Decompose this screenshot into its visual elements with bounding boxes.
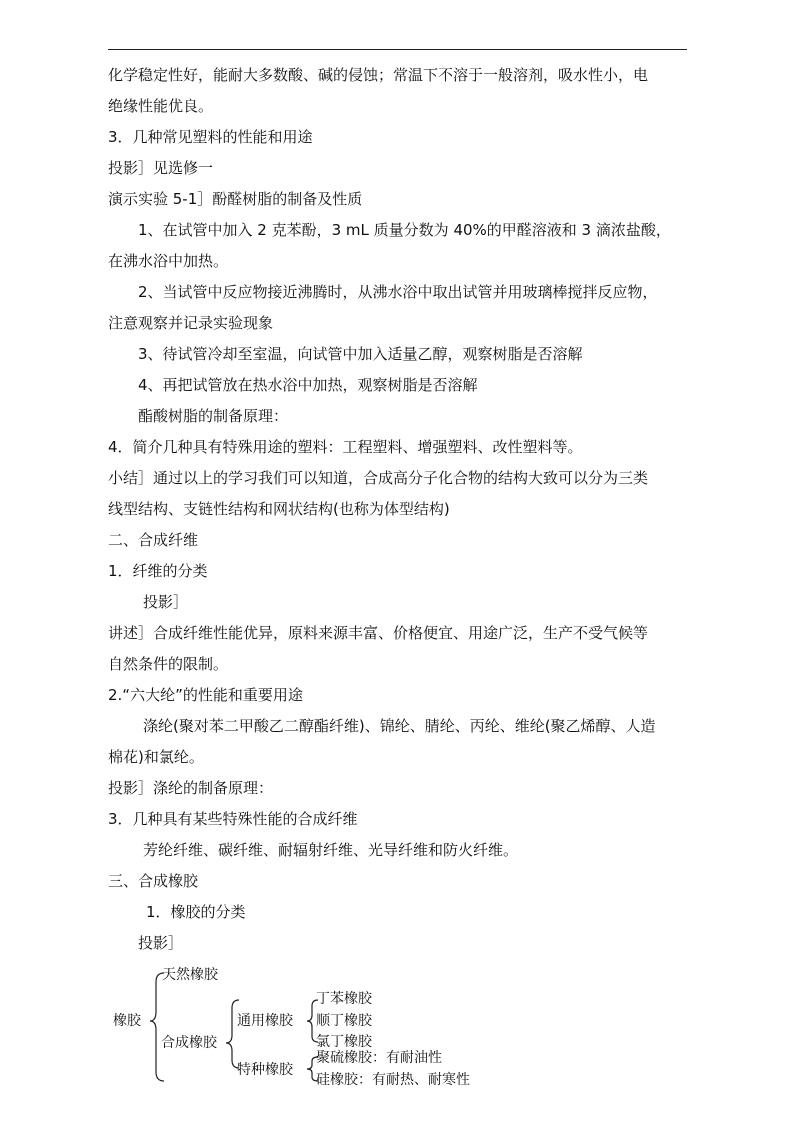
node-synthetic-rubber: 合成橡胶 — [161, 1035, 217, 1051]
node-br: 顺丁橡胶 — [316, 1013, 372, 1029]
paragraph: 小结］通过以上的学习我们可以知道，合成高分子化合物的结构大致可以分为三类 — [108, 469, 649, 487]
brace-root — [150, 973, 164, 1081]
section-heading: 1．纤维的分类 — [108, 562, 208, 580]
experiment-step: 2、当试管中反应物接近沸腾时，从沸水浴中取出试管并用玻璃棒搅拌反应物， — [138, 283, 658, 301]
experiment-step: 4、再把试管放在热水浴中加热，观察树脂是否溶解 — [138, 376, 478, 394]
paragraph: 注意观察并记录实验现象 — [108, 314, 274, 332]
paragraph: 酯酸树脂的制备原理： — [138, 407, 289, 425]
section-heading: 3．几种常见塑料的性能和用途 — [108, 128, 313, 146]
section-heading: 2.“六大纶”的性能和重要用途 — [108, 686, 303, 704]
paragraph: 涤纶(聚对苯二甲酸乙二醇酯纤维)、锦纶、腈纶、丙纶、维纶(聚乙烯醇、人造 — [143, 717, 656, 735]
experiment-step: 1、在试管中加入 2 克苯酚，3 mL 质量分数为 40%的甲醛溶液和 3 滴浓盐酸， — [138, 221, 671, 239]
rubber-classification-diagram — [108, 960, 508, 1100]
document-body — [108, 60, 698, 959]
paragraph: 投影］见选修一 — [108, 159, 214, 177]
node-general-rubber: 通用橡胶 — [237, 1013, 293, 1029]
node-sbr: 丁苯橡胶 — [316, 991, 372, 1007]
paragraph: 在沸水浴中加热。 — [108, 252, 229, 270]
paragraph: 投影］ — [143, 593, 189, 611]
node-silicone: 硅橡胶：有耐热、耐寒性 — [316, 1072, 470, 1088]
paragraph: 绝缘性能优良。 — [108, 97, 214, 115]
paragraph: 线型结构、支链性结构和网状结构(也称为体型结构) — [108, 500, 450, 518]
paragraph: 芳纶纤维、碳纤维、耐辐射纤维、光导纤维和防火纤维。 — [143, 841, 519, 859]
paragraph: 棉花)和氯纶。 — [108, 748, 204, 766]
paragraph: 化学稳定性好，能耐大多数酸、碱的侵蚀；常温下不溶于一般溶剂，吸水性小，电 — [108, 66, 649, 84]
node-polysulfide: 聚硫橡胶：有耐油性 — [316, 1050, 442, 1066]
node-rubber: 橡胶 — [113, 1013, 141, 1029]
section-heading: 1．橡胶的分类 — [146, 903, 246, 921]
node-cr: 氯丁橡胶 — [316, 1034, 372, 1050]
header-rule — [108, 49, 687, 50]
brace-synthetic — [226, 1000, 239, 1068]
paragraph: 演示实验 5-1］酚醛树脂的制备及性质 — [108, 190, 363, 208]
experiment-step: 3、待试管冷却至室温，向试管中加入适量乙醇，观察树脂是否溶解 — [138, 345, 583, 363]
section-heading: 3．几种具有某些特殊性能的合成纤维 — [108, 810, 358, 828]
paragraph: 自然条件的限制。 — [108, 655, 229, 673]
section-heading: 4．简介几种具有特殊用途的塑料：工程塑料、增强塑料、改性塑料等。 — [108, 438, 583, 456]
node-special-rubber: 特种橡胶 — [237, 1062, 293, 1078]
section-heading: 二、合成纤维 — [108, 531, 199, 549]
paragraph: 投影］涤纶的制备原理： — [108, 779, 274, 797]
paragraph: 投影］ — [138, 934, 184, 952]
section-heading: 三、合成橡胶 — [108, 872, 199, 890]
paragraph: 讲述］合成纤维性能优异，原料来源丰富、价格便宜、用途广泛，生产不受气候等 — [108, 624, 649, 642]
node-natural-rubber: 天然橡胶 — [162, 967, 218, 983]
